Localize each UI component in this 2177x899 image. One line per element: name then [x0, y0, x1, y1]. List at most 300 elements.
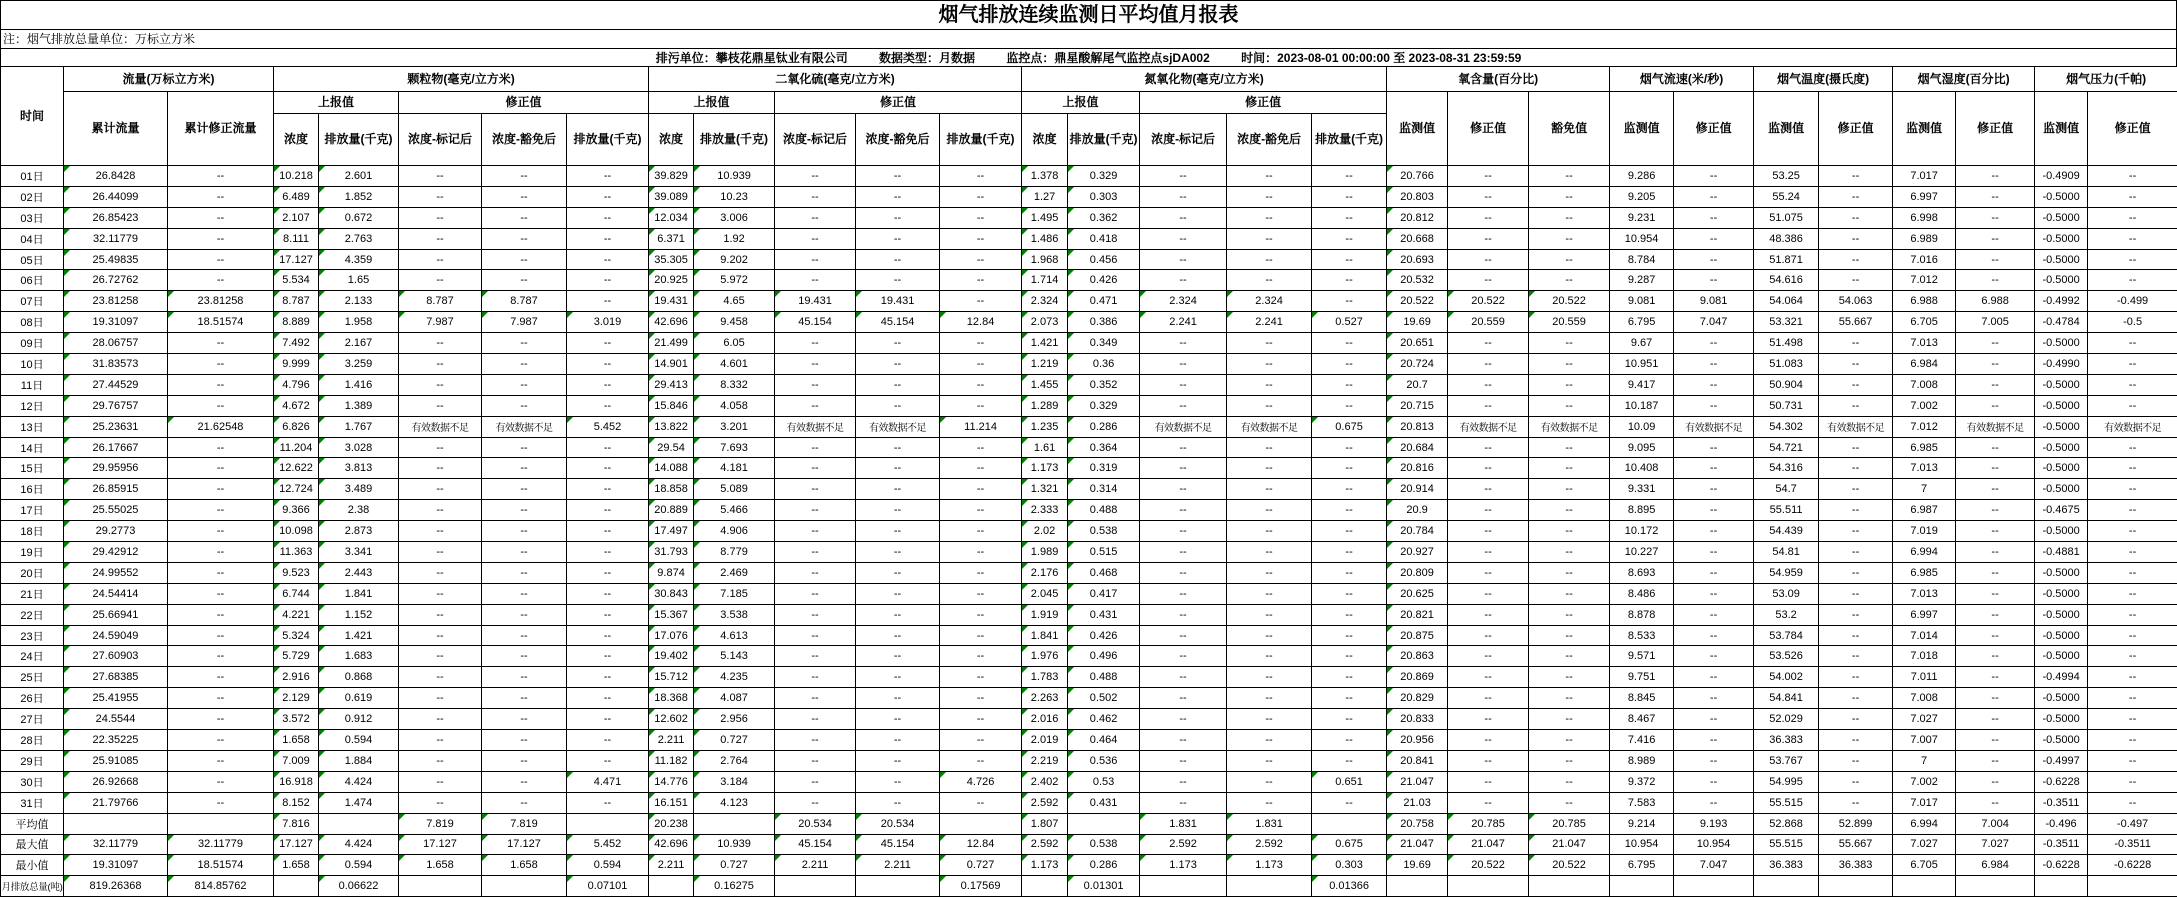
table-cell: -- [1312, 625, 1387, 646]
table-cell: -- [856, 521, 940, 542]
table-cell [775, 876, 856, 897]
comment-marker-icon [274, 542, 280, 548]
comment-marker-icon [1068, 751, 1074, 757]
table-cell [1448, 876, 1529, 897]
col-group-nox: 氮氧化物(毫克/立方米) [1022, 67, 1387, 92]
table-cell: -- [1956, 354, 2035, 375]
row-label: 20日 [1, 562, 64, 583]
comment-marker-icon [482, 291, 488, 297]
comment-marker-icon [1529, 312, 1535, 318]
table-cell: -- [567, 458, 649, 479]
table-cell: 2.956 [694, 709, 775, 730]
comment-marker-icon [1140, 312, 1146, 318]
table-cell: 3.184 [694, 771, 775, 792]
table-cell: 0.471 [1068, 291, 1140, 312]
table-row [1, 186, 2177, 207]
table-cell: -- [1140, 437, 1227, 458]
table-cell: -- [2088, 500, 2177, 521]
table-cell: 0.286 [1068, 855, 1140, 876]
table-cell: 29.2773 [64, 521, 168, 542]
table-cell: 50.904 [1754, 374, 1819, 395]
comment-marker-icon [694, 688, 700, 694]
table-cell: -- [482, 709, 567, 730]
table-cell [1754, 876, 1819, 897]
table-cell: -- [399, 709, 482, 730]
comment-marker-icon [649, 250, 655, 256]
comment-marker-icon [1227, 835, 1233, 841]
table-cell: 31.793 [649, 542, 694, 563]
table-cell: -- [1227, 186, 1312, 207]
row-label: 18日 [1, 521, 64, 542]
table-cell: 0.594 [567, 855, 649, 876]
table-cell: 35.305 [649, 249, 694, 270]
table-cell: 1.852 [319, 186, 399, 207]
comment-marker-icon [1022, 500, 1028, 506]
table-cell: 0.17569 [940, 876, 1022, 897]
comment-marker-icon [1068, 438, 1074, 444]
table-cell: 2.763 [319, 228, 399, 249]
table-cell: -- [1529, 604, 1610, 625]
table-cell: 19.31097 [64, 855, 168, 876]
table-cell: -- [1819, 249, 1893, 270]
table-cell: 18.51574 [168, 312, 274, 333]
table-cell: 22.35225 [64, 730, 168, 751]
table-cell: 1.235 [1022, 416, 1068, 437]
comment-marker-icon [694, 312, 700, 318]
table-cell: 20.534 [856, 813, 940, 834]
comment-marker-icon [856, 312, 862, 318]
table-cell [1227, 876, 1312, 897]
comment-marker-icon [319, 521, 325, 527]
table-cell: 18.51574 [168, 855, 274, 876]
col-header-so2-conc: 浓度 [649, 114, 694, 166]
table-cell: 17.127 [274, 249, 319, 270]
comment-marker-icon [1022, 667, 1028, 673]
table-cell: 20.522 [1529, 291, 1610, 312]
comment-marker-icon [64, 479, 70, 485]
table-cell: 20.785 [1448, 813, 1529, 834]
table-cell: 54.316 [1754, 458, 1819, 479]
table-cell: 7.027 [1893, 709, 1956, 730]
table-cell: -- [1140, 249, 1227, 270]
table-cell: -- [1819, 521, 1893, 542]
table-cell: 6.988 [1956, 291, 2035, 312]
table-cell: -- [1819, 583, 1893, 604]
table-cell: 2.016 [1022, 709, 1068, 730]
table-cell [940, 813, 1022, 834]
table-cell [1068, 813, 1140, 834]
comment-marker-icon [64, 250, 70, 256]
row-label: 月排放总量(吨) [1, 876, 64, 897]
table-cell: 45.154 [856, 312, 940, 333]
info-monitor-point: 监控点：鼎星酸解尾气监控点sjDA002 [1006, 51, 1210, 65]
comment-marker-icon [64, 333, 70, 339]
table-cell: -- [482, 270, 567, 291]
table-cell: -0.5000 [2035, 458, 2088, 479]
table-cell: 4.087 [694, 688, 775, 709]
comment-marker-icon [168, 312, 174, 318]
comment-marker-icon [274, 793, 280, 799]
table-cell: -0.3511 [2088, 834, 2177, 855]
comment-marker-icon [775, 291, 781, 297]
table-cell: 4.601 [694, 354, 775, 375]
table-cell: -- [1140, 750, 1227, 771]
table-cell: 8.889 [274, 312, 319, 333]
table-cell: -- [940, 291, 1022, 312]
comment-marker-icon [319, 730, 325, 736]
table-cell: 39.089 [649, 186, 694, 207]
table-cell: 11.182 [649, 750, 694, 771]
table-cell: 有效数据不足 [1819, 416, 1893, 437]
comment-marker-icon [694, 667, 700, 673]
table-cell: -- [1674, 166, 1754, 187]
table-cell: 1.173 [1227, 855, 1312, 876]
table-cell: -- [482, 374, 567, 395]
table-cell: -- [399, 166, 482, 187]
table-cell: -- [940, 458, 1022, 479]
table-cell: -- [775, 562, 856, 583]
table-cell: 36.383 [1754, 730, 1819, 751]
table-cell: 8.845 [1610, 688, 1674, 709]
table-cell: 有效数据不足 [482, 416, 567, 437]
table-row [1, 604, 2177, 625]
comment-marker-icon [1022, 793, 1028, 799]
table-cell: -- [940, 395, 1022, 416]
table-cell: -- [482, 521, 567, 542]
table-cell: -0.3511 [2035, 792, 2088, 813]
table-cell: 0.538 [1068, 834, 1140, 855]
table-cell: 7.014 [1893, 625, 1956, 646]
table-cell: 2.324 [1140, 291, 1227, 312]
table-cell: 0.06622 [319, 876, 399, 897]
table-cell: 1.486 [1022, 228, 1068, 249]
table-cell: -- [1956, 228, 2035, 249]
table-cell: -- [1956, 207, 2035, 228]
table-cell: 20.803 [1387, 186, 1448, 207]
table-cell: -- [567, 730, 649, 751]
comment-marker-icon [64, 667, 70, 673]
table-cell: 17.127 [482, 834, 567, 855]
table-cell: -- [482, 458, 567, 479]
comment-marker-icon [64, 458, 70, 464]
table-cell: -- [399, 374, 482, 395]
table-cell: -- [1227, 207, 1312, 228]
table-row [1, 291, 2177, 312]
table-cell: 32.11779 [64, 834, 168, 855]
table-cell: -- [482, 562, 567, 583]
table-cell [1312, 813, 1387, 834]
table-cell: -0.4997 [2035, 750, 2088, 771]
table-cell: 0.426 [1068, 625, 1140, 646]
table-cell: 9.417 [1610, 374, 1674, 395]
table-cell: -- [775, 270, 856, 291]
comment-marker-icon [168, 291, 174, 297]
table-row [1, 228, 2177, 249]
comment-marker-icon [1529, 855, 1535, 861]
table-cell: 7.012 [1893, 270, 1956, 291]
table-cell: -- [567, 500, 649, 521]
table-cell [482, 876, 567, 897]
comment-marker-icon [319, 626, 325, 632]
table-cell: 0.536 [1068, 750, 1140, 771]
table-cell: 21.79766 [64, 792, 168, 813]
comment-marker-icon [1022, 208, 1028, 214]
table-cell: -- [856, 333, 940, 354]
table-cell: -- [567, 437, 649, 458]
table-cell: 10.939 [694, 834, 775, 855]
comment-marker-icon [1068, 876, 1074, 882]
table-cell: 32.11779 [168, 834, 274, 855]
table-cell: 54.995 [1754, 771, 1819, 792]
table-cell: -- [2088, 333, 2177, 354]
table-cell: 9.372 [1610, 771, 1674, 792]
comment-marker-icon [649, 187, 655, 193]
table-cell: 0.303 [1312, 855, 1387, 876]
table-cell: 3.006 [694, 207, 775, 228]
comment-marker-icon [1227, 814, 1233, 820]
table-cell: 9.523 [274, 562, 319, 583]
table-cell: -- [2088, 186, 2177, 207]
table-cell: 2.263 [1022, 688, 1068, 709]
comment-marker-icon [1022, 187, 1028, 193]
table-cell: 7.013 [1893, 583, 1956, 604]
table-cell: 2.02 [1022, 521, 1068, 542]
comment-marker-icon [1227, 291, 1233, 297]
table-cell: 29.54 [649, 437, 694, 458]
table-cell: -- [1312, 667, 1387, 688]
table-cell: 20.956 [1387, 730, 1448, 751]
table-row [1, 312, 2177, 333]
table-cell: -- [1674, 583, 1754, 604]
table-cell: -- [168, 583, 274, 604]
comment-marker-icon [274, 709, 280, 715]
table-cell: -- [1529, 354, 1610, 375]
table-cell: -- [399, 562, 482, 583]
table-cell: 20.784 [1387, 521, 1448, 542]
table-cell: -- [940, 730, 1022, 751]
table-cell: 7.047 [1674, 312, 1754, 333]
table-cell: 8.533 [1610, 625, 1674, 646]
table-cell: -- [399, 500, 482, 521]
comment-marker-icon [64, 521, 70, 527]
comment-marker-icon [649, 542, 655, 548]
table-cell: 29.95956 [64, 458, 168, 479]
table-cell: 5.729 [274, 646, 319, 667]
comment-marker-icon [319, 417, 325, 423]
monitoring-table [0, 66, 2177, 897]
table-cell: 有效数据不足 [1674, 416, 1754, 437]
table-cell: 27.44529 [64, 374, 168, 395]
table-cell: 1.421 [1022, 333, 1068, 354]
table-cell: -- [1312, 562, 1387, 583]
table-cell: -- [1227, 437, 1312, 458]
table-cell: -- [1312, 207, 1387, 228]
table-cell: -- [1529, 646, 1610, 667]
table-cell: -0.5000 [2035, 437, 2088, 458]
table-cell: 有效数据不足 [775, 416, 856, 437]
table-cell: -- [1956, 395, 2035, 416]
table-cell: 0.329 [1068, 166, 1140, 187]
comment-marker-icon [319, 229, 325, 235]
table-cell: 53.2 [1754, 604, 1819, 625]
table-cell: 1.989 [1022, 542, 1068, 563]
table-cell: 3.572 [274, 709, 319, 730]
table-cell: -- [1674, 207, 1754, 228]
comment-marker-icon [649, 166, 655, 172]
table-cell: -- [1529, 479, 1610, 500]
table-cell: 0.319 [1068, 458, 1140, 479]
table-cell: 10.954 [1674, 834, 1754, 855]
table-cell: -- [1227, 521, 1312, 542]
comment-marker-icon [1387, 730, 1393, 736]
comment-marker-icon [1068, 563, 1074, 569]
info-time-range: 时间：2023-08-01 00:00:00 至 2023-08-31 23:59:59 [1241, 51, 1522, 65]
table-cell: 7.027 [1956, 834, 2035, 855]
table-cell: 1.152 [319, 604, 399, 625]
table-cell: 36.383 [1819, 855, 1893, 876]
table-cell: -- [1312, 291, 1387, 312]
table-cell: 10.23 [694, 186, 775, 207]
table-cell: 10.408 [1610, 458, 1674, 479]
table-cell: 55.24 [1754, 186, 1819, 207]
table-cell: 1.658 [274, 730, 319, 751]
table-cell: -- [168, 521, 274, 542]
comment-marker-icon [274, 855, 280, 861]
table-cell: 1.783 [1022, 667, 1068, 688]
comment-marker-icon [1312, 855, 1318, 861]
table-cell: 2.333 [1022, 500, 1068, 521]
table-cell: 20.875 [1387, 625, 1448, 646]
table-cell: -- [1312, 228, 1387, 249]
table-cell: 8.784 [1610, 249, 1674, 270]
table-cell: -- [1140, 688, 1227, 709]
comment-marker-icon [64, 626, 70, 632]
col-header-humidity-corr: 修正值 [1956, 92, 2035, 166]
table-cell: -- [1674, 458, 1754, 479]
table-cell: -- [856, 186, 940, 207]
table-cell: 有效数据不足 [1227, 416, 1312, 437]
table-cell: -- [1956, 709, 2035, 730]
table-cell: 0.675 [1312, 416, 1387, 437]
table-cell: -- [399, 750, 482, 771]
table-cell: -- [1448, 583, 1529, 604]
table-cell: -- [1674, 521, 1754, 542]
table-cell: -- [399, 354, 482, 375]
comment-marker-icon [319, 605, 325, 611]
comment-marker-icon [1387, 166, 1393, 172]
table-cell: 0.468 [1068, 562, 1140, 583]
table-cell: 5.534 [274, 270, 319, 291]
table-cell: 25.66941 [64, 604, 168, 625]
table-cell: -- [168, 625, 274, 646]
table-cell: -- [2088, 354, 2177, 375]
table-cell: -- [168, 771, 274, 792]
table-row [1, 583, 2177, 604]
table-cell: -- [940, 354, 1022, 375]
comment-marker-icon [1529, 291, 1535, 297]
comment-marker-icon [1387, 772, 1393, 778]
table-cell: -- [168, 395, 274, 416]
table-cell: 有效数据不足 [1448, 416, 1529, 437]
table-cell: 2.129 [274, 688, 319, 709]
table-cell: -- [399, 207, 482, 228]
comment-marker-icon [274, 563, 280, 569]
table-cell: -- [775, 646, 856, 667]
comment-marker-icon [1022, 542, 1028, 548]
col-header-pm-emission: 排放量(千克) [319, 114, 399, 166]
table-cell: -- [567, 207, 649, 228]
comment-marker-icon [1068, 605, 1074, 611]
comment-marker-icon [649, 208, 655, 214]
table-cell: 7.017 [1893, 166, 1956, 187]
table-cell: -- [1956, 792, 2035, 813]
table-cell: -- [482, 395, 567, 416]
table-cell: -- [1956, 374, 2035, 395]
comment-marker-icon [1068, 584, 1074, 590]
table-cell: 7.583 [1610, 792, 1674, 813]
table-cell: 24.59049 [64, 625, 168, 646]
comment-marker-icon [856, 835, 862, 841]
table-cell: -- [1819, 750, 1893, 771]
table-cell: 1.767 [319, 416, 399, 437]
table-cell: -- [1227, 583, 1312, 604]
table-cell: -- [1529, 437, 1610, 458]
table-cell: -- [482, 186, 567, 207]
row-label: 21日 [1, 583, 64, 604]
comment-marker-icon [399, 814, 405, 820]
table-row [1, 374, 2177, 395]
table-cell: -- [1448, 479, 1529, 500]
table-cell: 11.214 [940, 416, 1022, 437]
page-title: 烟气排放连续监测日平均值月报表 [0, 0, 2177, 30]
comment-marker-icon [319, 667, 325, 673]
row-label: 26日 [1, 688, 64, 709]
table-cell: -- [1227, 750, 1312, 771]
table-cell: 26.92668 [64, 771, 168, 792]
comment-marker-icon [649, 521, 655, 527]
table-cell: 26.72762 [64, 270, 168, 291]
table-cell: -- [1819, 604, 1893, 625]
table-cell: 10.954 [1610, 228, 1674, 249]
comment-marker-icon [694, 458, 700, 464]
table-cell: -0.5000 [2035, 562, 2088, 583]
comment-marker-icon [1068, 458, 1074, 464]
row-label: 27日 [1, 709, 64, 730]
comment-marker-icon [649, 772, 655, 778]
comment-marker-icon [319, 270, 325, 276]
table-cell: 0.352 [1068, 374, 1140, 395]
table-cell: 12.034 [649, 207, 694, 228]
table-cell: -0.5 [2088, 312, 2177, 333]
comment-marker-icon [319, 333, 325, 339]
table-cell: 1.173 [1140, 855, 1227, 876]
table-cell: 52.029 [1754, 709, 1819, 730]
table-cell: 20.534 [775, 813, 856, 834]
table-cell: 25.23631 [64, 416, 168, 437]
table-cell: -- [1529, 270, 1610, 291]
comment-marker-icon [274, 500, 280, 506]
comment-marker-icon [1068, 542, 1074, 548]
comment-marker-icon [694, 793, 700, 799]
table-cell: -- [940, 270, 1022, 291]
table-cell: -- [399, 730, 482, 751]
table-cell: -- [1312, 437, 1387, 458]
table-cell: 51.083 [1754, 354, 1819, 375]
table-row [1, 855, 2177, 876]
table-cell: 2.592 [1227, 834, 1312, 855]
table-cell: -- [482, 771, 567, 792]
comment-marker-icon [482, 835, 488, 841]
